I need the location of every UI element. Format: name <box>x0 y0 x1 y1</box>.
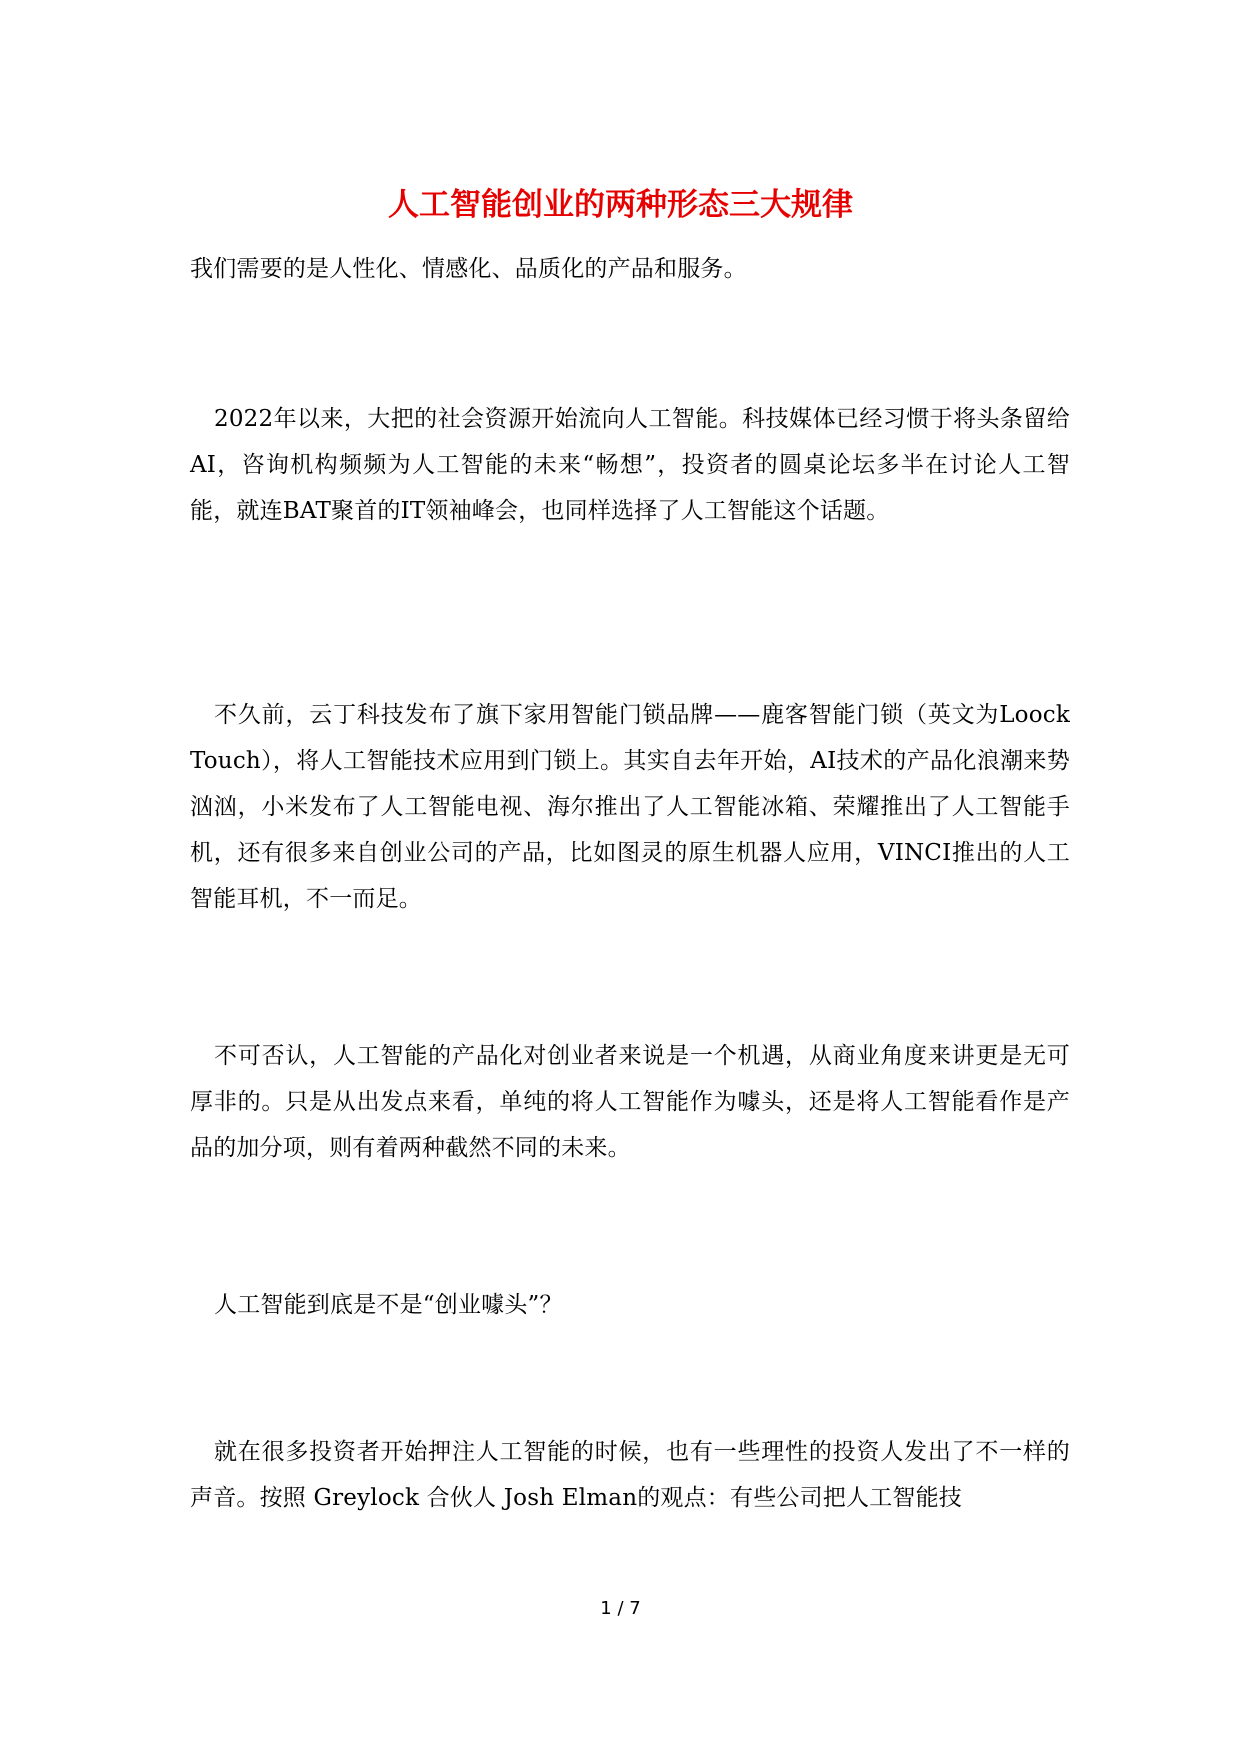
paragraph-2: 不久前，云丁科技发布了旗下家用智能门锁品牌——鹿客智能门锁（英文为Loock Touch），将人工智能技术应用到门锁上。其实自去年开始，AI技术的产品化浪潮来势汹汹，小米发布了人工智能电视、海尔推出了人工智能冰箱、荣耀推出了人工智能手机，还有很多来自创业公司的产品，比如图灵的原生机器人应用，VINCI推出的人工智能耳机，不一而足。 <box>190 702 1070 912</box>
section-heading: 人工智能到底是不是“创业噱头”？ <box>214 1292 563 1318</box>
paragraph-1: 2022年以来，大把的社会资源开始流向人工智能。科技媒体已经习惯于将头条留给AI，咨询机构频频为人工智能的未来“畅想”，投资者的圆桌论坛多半在讨论人工智能，就连BAT聚首的IT领袖峰会，也同样选择了人工智能这个话题。 <box>190 406 1070 524</box>
paragraph-3: 不可否认，人工智能的产品化对创业者来说是一个机遇，从商业角度来讲更是无可厚非的。只是从出发点来看，单纯的将人工智能作为噱头，还是将人工智能看作是产品的加分项，则有着两种截然不同的未来。 <box>190 1043 1070 1161</box>
paragraph-intro: 我们需要的是人性化、情感化、品质化的产品和服务。 <box>190 256 747 282</box>
paragraph-4: 就在很多投资者开始押注人工智能的时候，也有一些理性的投资人发出了不一样的声音。按照 Greylock 合伙人 Josh Elman的观点：有些公司把人工智能技 <box>190 1439 1070 1511</box>
page-number: 1 / 7 <box>600 1598 641 1619</box>
document-title: 人工智能创业的两种形态三大规律 <box>388 187 853 223</box>
